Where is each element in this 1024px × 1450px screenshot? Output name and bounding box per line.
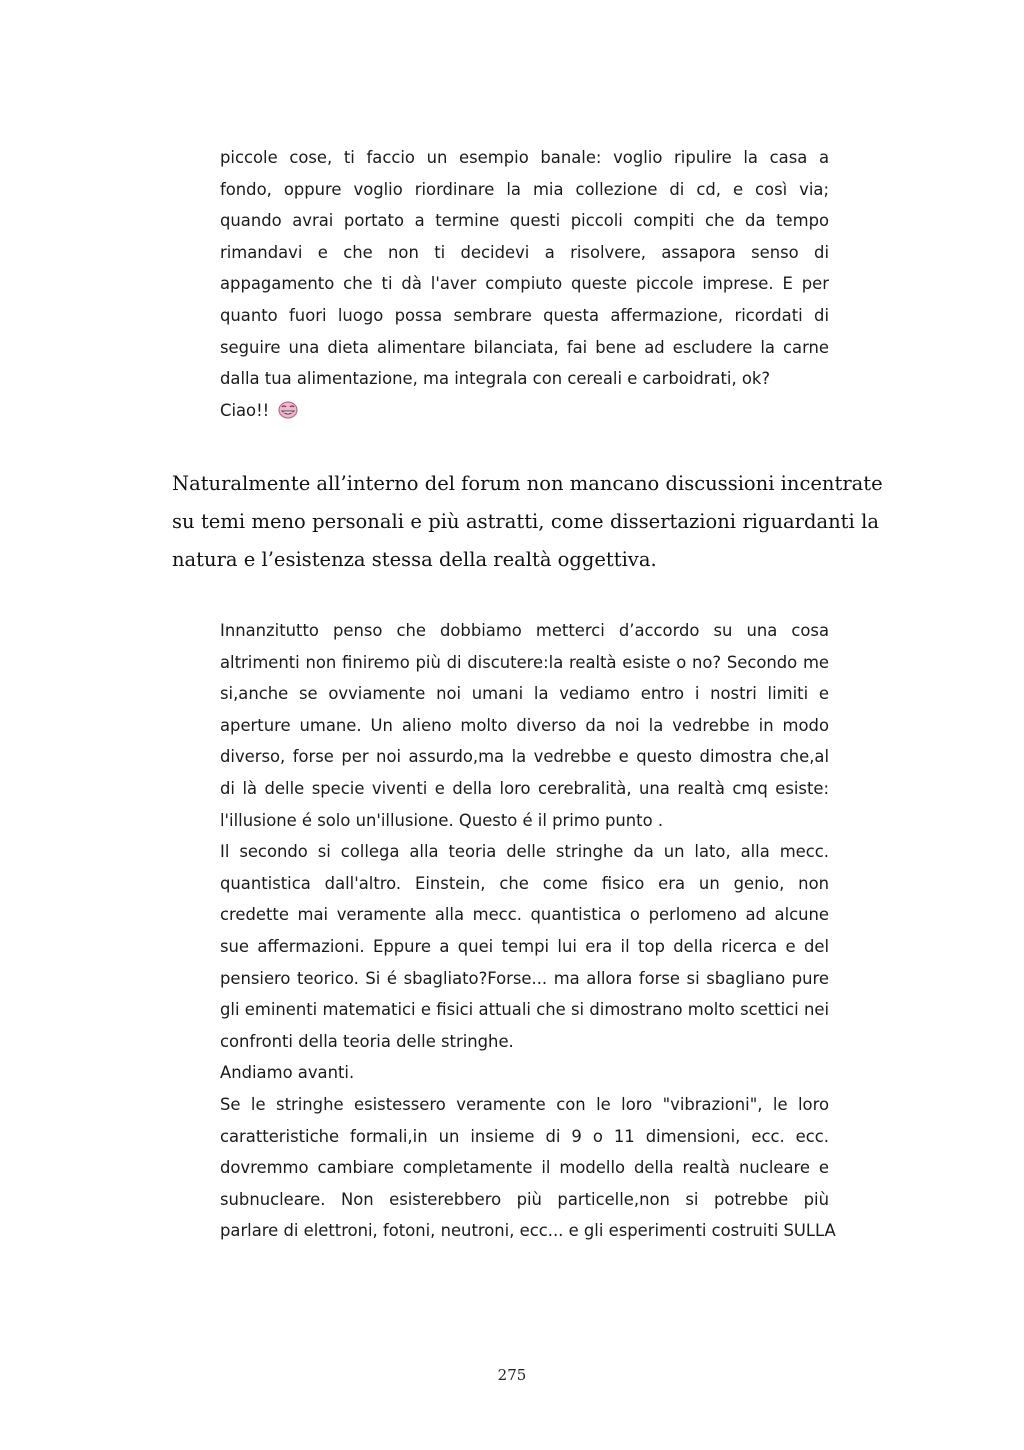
quote-line: Andiamo avanti. (220, 1063, 355, 1083)
quote-line: Il secondo si collega alla teoria delle stringhe da un lato, alla mecc. (220, 842, 829, 862)
quote-line: aperture umane. Un alieno molto diverso da noi la vedrebbe in modo (220, 715, 829, 735)
body-line: natura e l’esistenza stessa della realtà oggettiva. (172, 548, 657, 571)
quote-line: rimandavi e che non ti decidevi a risolvere, assapora senso di (220, 242, 829, 262)
quote-line: seguire una dieta alimentare bilanciata, fai bene ad escludere la carne (220, 337, 829, 357)
quote-line: pensiero teorico. Si é sbagliato?Forse... ma allora forse si sbagliano pure (220, 968, 829, 988)
quote-line: Innanzitutto penso che dobbiamo metterci d’accordo su una cosa (220, 621, 829, 640)
quote-line: confronti della teoria delle stringhe. (220, 1031, 514, 1051)
quote-line: gli eminenti matematici e fisici attuali che si dimostrano molto scettici nei (220, 1000, 829, 1020)
quote-line: appagamento che ti dà l'aver compiuto queste piccole imprese. E per (220, 274, 829, 294)
body-paragraph (172, 465, 883, 579)
quote-line: quanto fuori luogo possa sembrare questa affermazione, ricordati di (220, 305, 829, 325)
quote-line: subnucleare. Non esisterebbero più particelle,non si potrebbe più (220, 1189, 829, 1209)
quote-line: dovremmo cambiare completamente il modello della realtà nucleare e (220, 1158, 829, 1178)
quote-line: Se le stringhe esistessero veramente con le loro "vibrazioni", le loro (220, 1094, 829, 1114)
quote-line: quando avrai portato a termine questi piccoli compiti che da tempo (220, 211, 829, 231)
quote-line: fondo, oppure voglio riordinare la mia collezione di cd, e così via; (220, 179, 829, 199)
quote-line: altrimenti non finiremo più di discutere:la realtà esiste o no? Secondo me (220, 652, 829, 672)
quote-line: dalla tua alimentazione, ma integrala con cereali e carboidrati, ok? (220, 369, 771, 389)
quote-closing-line (220, 395, 829, 427)
quote-line: di là delle specie viventi e della loro cerebralità, una realtà cmq esiste: (220, 778, 829, 798)
quote-line: quantistica dall'altro. Einstein, che come fisico era un genio, non (220, 873, 829, 893)
quote-line: caratteristiche formali,in un insieme di 9 o 11 dimensioni, ecc. ecc. (220, 1126, 829, 1146)
quote-line: si,anche se ovviamente noi umani la vediamo entro i nostri limiti e (220, 684, 829, 704)
body-line: su temi meno personali e più astratti, come dissertazioni riguardanti la (172, 510, 879, 533)
quote-closing: Ciao!! (220, 400, 270, 420)
quoted-forum-post-1 (220, 142, 829, 426)
quote-line: credette mai veramente alla mecc. quantistica o perlomeno ad alcune (220, 905, 829, 925)
quote-line: sue affermazioni. Eppure a quei tempi lui era il top della ricerca e del (220, 936, 829, 956)
quote-line: parlare di elettroni, fotoni, neutroni, ecc... e gli esperimenti costruiti SULLA (220, 1221, 836, 1241)
quote-line: diverso, forse per noi assurdo,ma la vedrebbe e questo dimostra che,al (220, 747, 829, 767)
page-number: 275 (497, 1366, 527, 1384)
body-line: Naturalmente all’interno del forum non mancano discussioni incentrate (172, 472, 883, 495)
quoted-forum-post-2 (220, 615, 836, 1247)
quote-line: l'illusione é solo un'illusione. Questo é il primo punto . (220, 810, 664, 830)
quote-line: piccole cose, ti faccio un esempio banale: voglio ripulire la casa a (220, 148, 829, 167)
smiley-emoticon-icon (278, 398, 298, 430)
